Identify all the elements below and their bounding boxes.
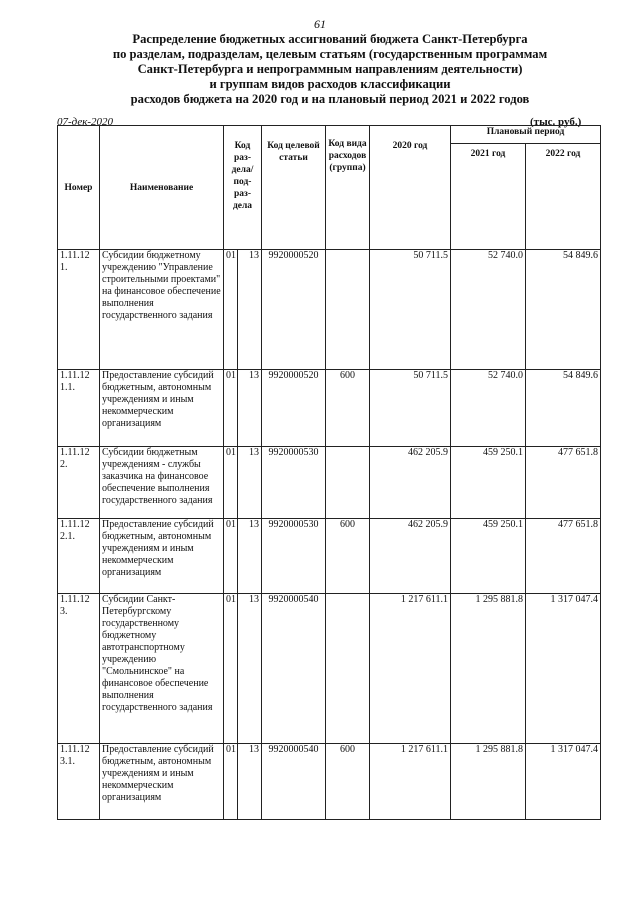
title-line: и группам видов расходов классификации	[209, 77, 451, 91]
row-amount-2021: 459 250.1	[451, 447, 526, 519]
row-number: 1.11.12 2.1.	[58, 519, 100, 594]
row-subsection-code: 13	[238, 519, 262, 594]
title-line: по разделам, подразделам, целевым статьям (государственным программам	[112, 47, 548, 61]
row-target-code: 9920000520	[262, 250, 326, 370]
row-amount-2021: 1 295 881.8	[451, 744, 526, 820]
row-amount-2022: 1 317 047.4	[526, 594, 601, 744]
row-name: Субсидии бюджетному учреждению "Управление строительными проектами" на финансовое обеспечение выполнения государственного задания	[100, 250, 224, 370]
row-name: Предоставление субсидий бюджетным, автономным учреждениям и иным некоммерческим организациям	[100, 744, 224, 820]
row-subsection-code: 13	[238, 594, 262, 744]
row-name: Предоставление субсидий бюджетным, автономным учреждениям и иным некоммерческим организациям	[100, 370, 224, 447]
row-name: Предоставление субсидий бюджетным, автономным учреждениям и иным некоммерческим организациям	[100, 519, 224, 594]
row-section-code: 01	[224, 744, 238, 820]
row-amount-2022: 1 317 047.4	[526, 744, 601, 820]
header-2020: 2020 год	[370, 126, 451, 250]
row-amount-2020: 1 217 611.1	[370, 594, 451, 744]
header-nomer: Номер	[58, 126, 100, 250]
row-amount-2020: 462 205.9	[370, 447, 451, 519]
row-section-code: 01	[224, 594, 238, 744]
page-number: 61	[314, 17, 326, 31]
row-amount-2020: 50 711.5	[370, 370, 451, 447]
row-section-code: 01	[224, 370, 238, 447]
header-kind-code: Код вида расходов (группа)	[326, 126, 370, 250]
header-section-code: Код раз- дела/ под- раз- дела	[224, 126, 262, 250]
row-kind-code: 600	[326, 519, 370, 594]
row-subsection-code: 13	[238, 250, 262, 370]
units-label: (тыс. руб.)	[530, 116, 582, 128]
title-line: Распределение бюджетных ассигнований бюджета Санкт-Петербурга	[132, 32, 528, 46]
row-amount-2022: 477 651.8	[526, 519, 601, 594]
header-2021: 2021 год	[451, 144, 526, 250]
row-name: Субсидии Санкт-Петербургскому государственному бюджетному автотранспортному учреждению "Смольнинское" на финансовое обеспечение выполнения государственного задания	[100, 594, 224, 744]
document-title	[40, 32, 620, 107]
row-section-code: 01	[224, 519, 238, 594]
row-amount-2021: 52 740.0	[451, 250, 526, 370]
header-planned-period: Плановый период	[451, 126, 601, 144]
row-target-code: 9920000530	[262, 447, 326, 519]
table-row	[58, 744, 601, 820]
row-target-code: 9920000540	[262, 594, 326, 744]
row-number: 1.11.12 1.1.	[58, 370, 100, 447]
budget-table	[57, 125, 601, 820]
row-target-code: 9920000540	[262, 744, 326, 820]
row-section-code: 01	[224, 447, 238, 519]
row-number: 1.11.12 2.	[58, 447, 100, 519]
row-amount-2022: 54 849.6	[526, 250, 601, 370]
row-target-code: 9920000530	[262, 519, 326, 594]
row-kind-code	[326, 447, 370, 519]
row-subsection-code: 13	[238, 447, 262, 519]
table-row	[58, 370, 601, 447]
row-kind-code	[326, 250, 370, 370]
row-number: 1.11.12 3.	[58, 594, 100, 744]
table-row	[58, 447, 601, 519]
row-amount-2020: 1 217 611.1	[370, 744, 451, 820]
row-target-code: 9920000520	[262, 370, 326, 447]
row-amount-2021: 459 250.1	[451, 519, 526, 594]
row-amount-2021: 52 740.0	[451, 370, 526, 447]
row-amount-2020: 50 711.5	[370, 250, 451, 370]
row-amount-2022: 54 849.6	[526, 370, 601, 447]
row-kind-code: 600	[326, 744, 370, 820]
header-name: Наименование	[100, 126, 224, 250]
document-date: 07-дек-2020	[57, 116, 114, 128]
header-2022: 2022 год	[526, 144, 601, 250]
title-line: расходов бюджета на 2020 год и на плановый период 2021 и 2022 годов	[130, 92, 530, 106]
row-amount-2022: 477 651.8	[526, 447, 601, 519]
row-amount-2021: 1 295 881.8	[451, 594, 526, 744]
row-number: 1.11.12 3.1.	[58, 744, 100, 820]
row-kind-code: 600	[326, 370, 370, 447]
row-name: Субсидии бюджетным учреждениям - службы заказчика на финансовое обеспечение выполнения государственного задания	[100, 447, 224, 519]
row-subsection-code: 13	[238, 744, 262, 820]
row-amount-2020: 462 205.9	[370, 519, 451, 594]
table-row	[58, 594, 601, 744]
row-subsection-code: 13	[238, 370, 262, 447]
table-row	[58, 519, 601, 594]
row-kind-code	[326, 594, 370, 744]
title-line: Санкт-Петербурга и непрограммным направлениям деятельности)	[137, 62, 523, 76]
table-row	[58, 250, 601, 370]
row-section-code: 01	[224, 250, 238, 370]
row-number: 1.11.12 1.	[58, 250, 100, 370]
header-target-code: Код целевой статьи	[262, 126, 326, 250]
